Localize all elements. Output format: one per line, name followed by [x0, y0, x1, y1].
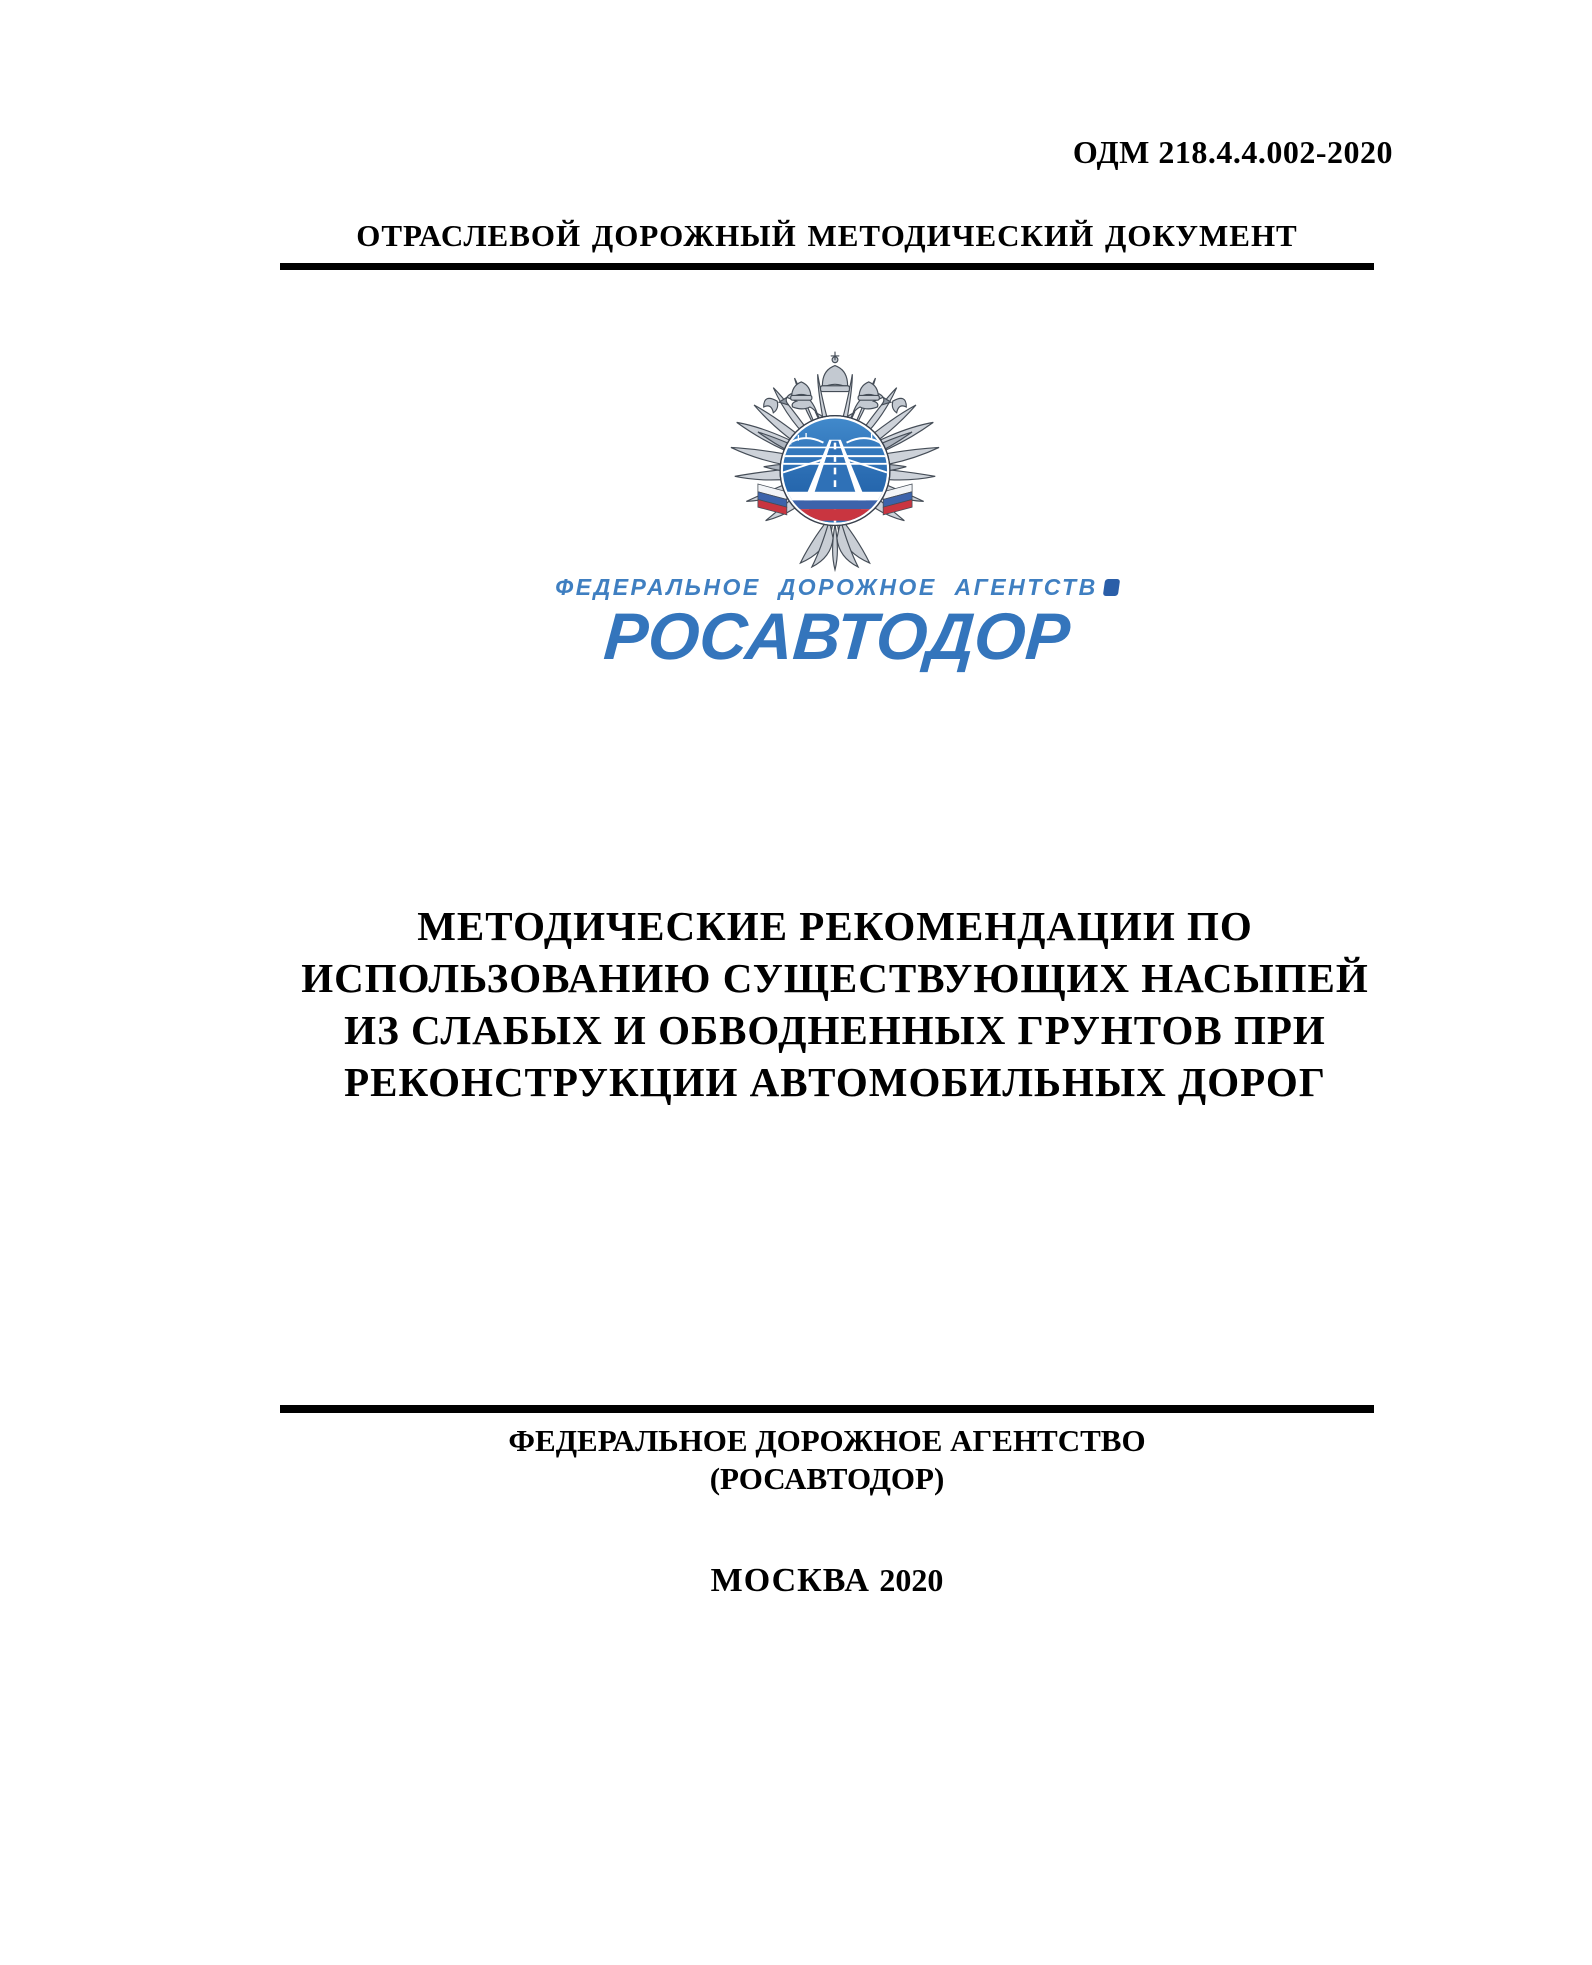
publisher-line: (РОСАВТОДОР)	[709, 1461, 945, 1496]
publisher-line: ФЕДЕРАЛЬНОЕ ДОРОЖНОЕ АГЕНТСТВО	[508, 1423, 1146, 1458]
main-title-line: ИСПОЛЬЗОВАНИЮ СУЩЕСТВУЮЩИХ НАСЫПЕЙ	[301, 955, 1369, 1001]
globe-road-scene	[779, 416, 891, 526]
header-band	[280, 218, 1374, 270]
brand-wordmark: РОСАВТОДОР	[601, 599, 1073, 673]
main-title-line: РЕКОНСТРУКЦИИ АВТОМОБИЛЬНЫХ ДОРОГ	[344, 1059, 1326, 1105]
header-title: ОТРАСЛЕВОЙ ДОРОЖНЫЙ МЕТОДИЧЕСКИЙ ДОКУМЕНТ	[356, 218, 1298, 253]
imprint-city: МОСКВА	[710, 1562, 870, 1599]
main-title-line: МЕТОДИЧЕСКИЕ РЕКОМЕНДАЦИИ ПО	[417, 903, 1253, 949]
imprint-line	[280, 1562, 1374, 1600]
agency-line-label: ФЕДЕРАЛЬНОЕ ДОРОЖНОЕ АГЕНТСТВ	[555, 574, 1098, 600]
doc-number: ОДМ 218.4.4.002-2020	[1072, 134, 1393, 170]
publisher-block	[280, 1405, 1374, 1498]
agency-dot-icon	[1102, 579, 1119, 596]
rosavtodor-eagle-emblem-icon	[729, 343, 941, 575]
main-title	[280, 900, 1390, 1108]
agency-line	[282, 574, 1392, 601]
eagle-crowns	[791, 352, 880, 400]
imprint-year: 2020	[879, 1562, 944, 1598]
logo-text-block	[282, 574, 1392, 673]
main-title-line: ИЗ СЛАБЫХ И ОБВОДНЕННЫХ ГРУНТОВ ПРИ	[344, 1007, 1326, 1053]
